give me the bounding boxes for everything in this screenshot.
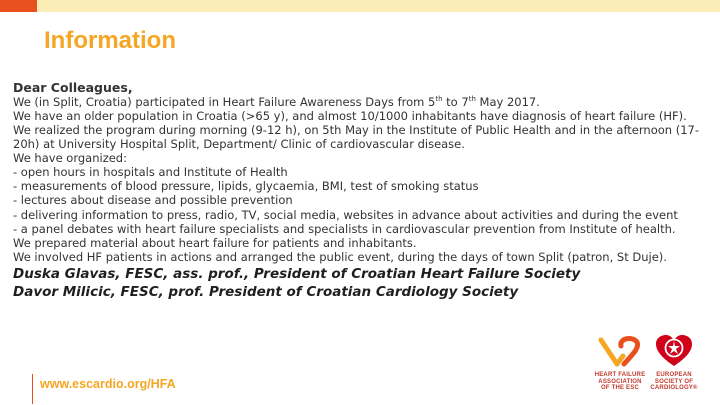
hfa-logo [592,334,648,402]
superscript-th: th [435,95,443,104]
list-item: - measurements of blood pressure, lipids, glycaemia, BMI, test of smoking status [13,179,479,194]
esc-heart-logo-icon [654,334,694,368]
esc-logo [648,334,700,402]
footer-divider [32,374,33,404]
esc-logo-line: CARDIOLOGY® [650,385,698,392]
participation-text-start: We (in Split, Croatia) participated in Heart Failure Awareness Days from 5 [13,95,436,109]
list-item: - lectures about disease and possible prevention [13,193,293,208]
paragraph-program: We realized the program during morning (9-12 h), on 5th May in the Institute of Public Health and in the afternoon (17-20h) at University Hospital Split, Department/ Clinic of cardiovascular disease. [13,123,699,151]
top-accent-block [0,0,37,12]
list-item: - a panel debates with heart failure specialists and specialists in cardiovascular prevention from Institute of health. [13,221,676,236]
paragraph-organized-intro: We have organized: [13,150,127,165]
signature-line: Davor Milicic, FESC, prof. President of Croatian Cardiology Society [13,284,519,301]
paragraph-population: We have an older population in Croatia (>65 y), and almost 10/1000 inhabitants have diagnosis of heart failure (HF). [13,109,687,124]
signature-line: Duska Glavas, FESC, ass. prof., President of Croatian Heart Failure Society [13,266,581,283]
participation-text-end: May 2017. [475,95,540,109]
superscript-th: th [468,95,476,104]
esc-logo-line: SOCIETY OF [654,378,694,385]
footer-website-link[interactable]: www.escardio.org/HFA [40,377,176,391]
list-item: - delivering information to press, radio, TV, social media, websites in advance about activities and during the event [13,207,678,222]
paragraph-participation [13,96,713,109]
letter-greeting: Dear Colleagues, [13,80,133,95]
paragraph-material: We prepared material about heart failure for patients and inhabitants. [13,236,417,251]
heart-failure-association-logo-icon [597,334,643,368]
hfa-logo-line: ASSOCIATION [598,378,642,385]
list-item: - open hours in hospitals and Institute of Health [13,165,288,180]
hfa-logo-line: OF THE ESC [600,385,639,392]
participation-text-middle: to 7 [442,95,469,109]
esc-logo-line: EUROPEAN [656,372,692,378]
paragraph-patients: We involved HF patients in actions and arranged the public event, during the days of town Split (patron, St Duje). [13,250,667,265]
letter-body [13,80,713,301]
top-band [0,0,720,12]
page-title: Information [44,27,176,54]
hfa-logo-line: HEART FAILURE [594,372,646,378]
